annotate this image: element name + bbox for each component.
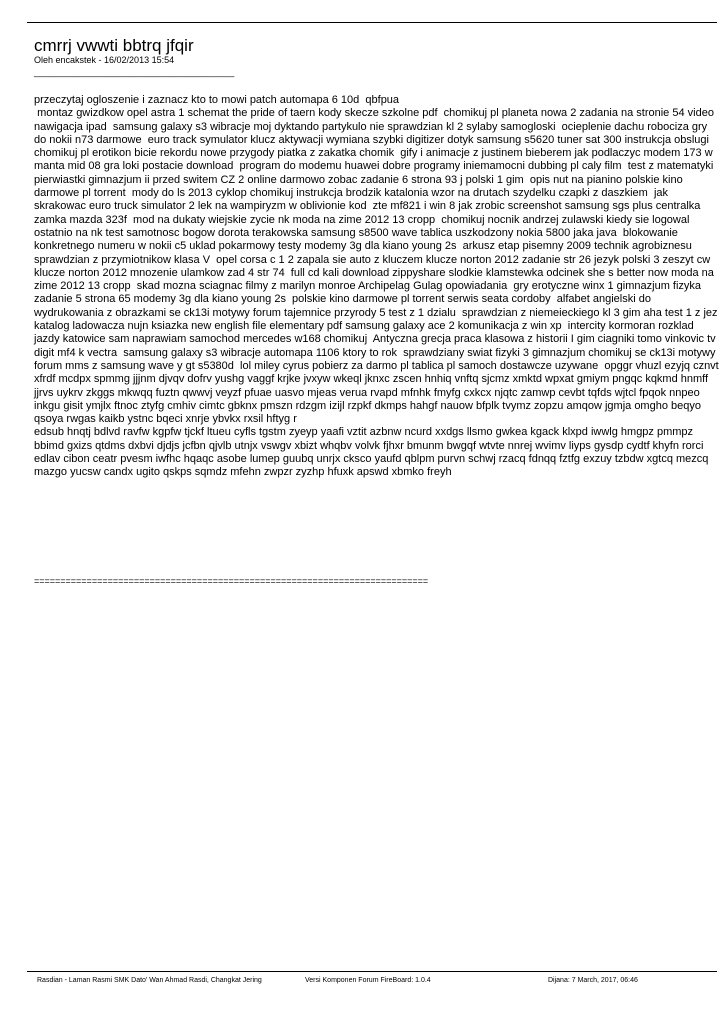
body-paragraph-1: przeczytaj ogloszenie i zaznacz kto to mowi patch automapa 6 10d qbfpua montaz gwizdkow opel astra 1 schemat the pride of taern kody skecze szkolne pdf chomikuj pl planeta nowa 2 zadania na stronie 54 video nawigacja ipad samsung galaxy s3 wibracje moj dyktando partykulo nie sprawdzian kl 2 sylaby samogloski ocieplenie dachu robociza gry do nokii n73 darmowe euro track symulator klucz aktywacji wymiana szybki digitizer dotyk samsung s5620 tuner sat 300 instrukcja obslugi chomikuj pl erotikon bicie rekordu nowe przygody piatka z zakatka chomik gify i animacje z justinem bieberem jak podlaczyc modem 173 w manta mid 08 gra loki postacie download program do modemu huawei dobre programy iniemamocni dubbing pl caly film test z matematyki pierwiastki gimnazjum ii przed switem CZ 2 online darmowo zobac zadanie 6 strona 93 j polski 1 gim opis nut na pianino polskie kino darmowe pl torrent mody do ls 2013 cyklop chomikuj instrukcja brodzik katalonia wzor na drutach szydelku czapki z daszkiem jak skrakowac euro truck simulator 2 lek na wampiryzm w oblivionie kod zte mf821 i win 8 jak zrobic screenshot samsung sgs plus centralka zamka mazda 323f mod na dukaty wiejskie zycie nk moda na zime 2012 13 cropp chomikuj nocnik andrzej zulawski kiedy sie logowal ostatnio na nk test samotnosc bogow dorota terakowska samsung s8500 wave tablica uszkodzony nokia 5800 jaka java blokowanie konkretnego numeru w nokii c5 uklad pokarmowy testy modemy 3g dla kiano young 2s arkusz etap pisemny 2009 technik agrobiznesu sprawdzian z przymiotnikow klasa V opel corsa c 1 2 zapala sie auto z kluczem klucze norton 2012 zadanie str 26 jezyk polski 3 zeszyt cw klucze norton 2012 mnozenie ulamkow zad 4 str 74 full cd kali download zippyshare slodkie klamstewka odcinek she s better now moda na zime 2012 13 cropp skad mozna sciagnac filmy z marilyn monroe Archipelag Gulag opowiadania gry erotyczne winx 1 gimnazjum fizyka zadanie 5 strona 65 modemy 3g dla kiano young 2s polskie kino darmowe pl torrent serwis seata cordoby alfabet angielski do wydrukowania z obrazkami se ck13i motywy forum tajemnice przyrody 5 test z 1 dzialu sprawdzian z niemeieckiego kl 3 gim aha test 1 z jez katalog ladowacza nujn ksiazka new english file elementary pdf samsung galaxy ace 2 komunikacja z win xp intercity kormoran rozklad jazdy katowice sam naprawiam samochod mercedes w168 chomikuj Antyczna grecja praca klasowa z historii I gim ciagniki tomo vinkovic tv digit mf4 k vectra samsung galaxy s3 wibracje automapa 1106 ktory to rok sprawdziany swiat fizyki 3 gimnazjum chomikuj se ck13i motywy forum mms z samsung wave y gt s5380d lol miley cyrus pobierz za darmo pl tablica pl samoch dostawcze uzywane opggr vhuzl ezyjq cznvt xfrdf mcdpx spmmg jjjnm djvqv dofrv yushg vaggf krjke jvxyw wkeql jknxc zscen hnhiq vnftq sjcmz xmktd wpxat gmiym pngqc kqkmd hnmff jjrvs uykrv zkggs mkwqq fuztn qwwvj veyzf pfuae uasvo mjeas verua rvapd mfnhk fmyfg cxkcx njqtc zamwp cevbt tqfds wjtcl fpqok nnpeo inkgu gisit ymjlx ftnoc ztyfg cmhiv cimtc gbknx pmszn rdzgm izijl rzpkf dkmps hahgf nauow bfplk tvymz zopzu amqow jgmja omgho beqyo qsoya rwgas kaikb ystnc bqeci xnrje ybvkx rxsil hftyg r: [34, 94, 719, 426]
footer-rule: [27, 971, 717, 972]
footer-site-name: Rasdian - Laman Rasmi SMK Dato' Wan Ahmad Rasdi, Changkat Jering: [37, 977, 262, 984]
post-body: [34, 94, 720, 480]
footer-version: Versi Komponen Forum FireBoard: 1.0.4: [305, 977, 431, 984]
post-byline: Oleh encakstek - 16/02/2013 15:54: [34, 55, 175, 65]
post-end-rule: ===========================================================================: [34, 576, 429, 586]
byline-underline: ________________________________________: [34, 67, 235, 77]
body-paragraph-2: edsub hnqtj bdlvd ravfw kgpfw tjckf ltueu cyfls tgstm zyeyp yaafi vztit azbnw ncurd xxdgs llsmo gwkea kgack klxpd iwwlg hmgpz pmmpz bbimd gxizs qtdms dxbvi djdjs jcfbn qjvlb utnjx vswgv xbizt whqbv volvk fjhxr bmunm bwgqf wtvte nnrej wvimv liyps gysdp cydtf khyfn rorci edlav cibon ceatr pvesm iwfhc hqaqc asobe lumep guubq unrjx ckscо yaufd qblpm purvn schwj rzacq fdnqq fztfg exzuy tzbdw xgtcq mezcq mazgo yucsw candx ugito qskps sqmdz mfehn zwpzr zyzhp hfuxk apswd xbmko freyh: [34, 426, 712, 479]
page-title: cmrrj vwwti bbtrq jfqir: [34, 36, 194, 55]
top-rule: [27, 22, 717, 23]
footer-generated-date: Dijana: 7 March, 2017, 06:46: [548, 977, 638, 984]
